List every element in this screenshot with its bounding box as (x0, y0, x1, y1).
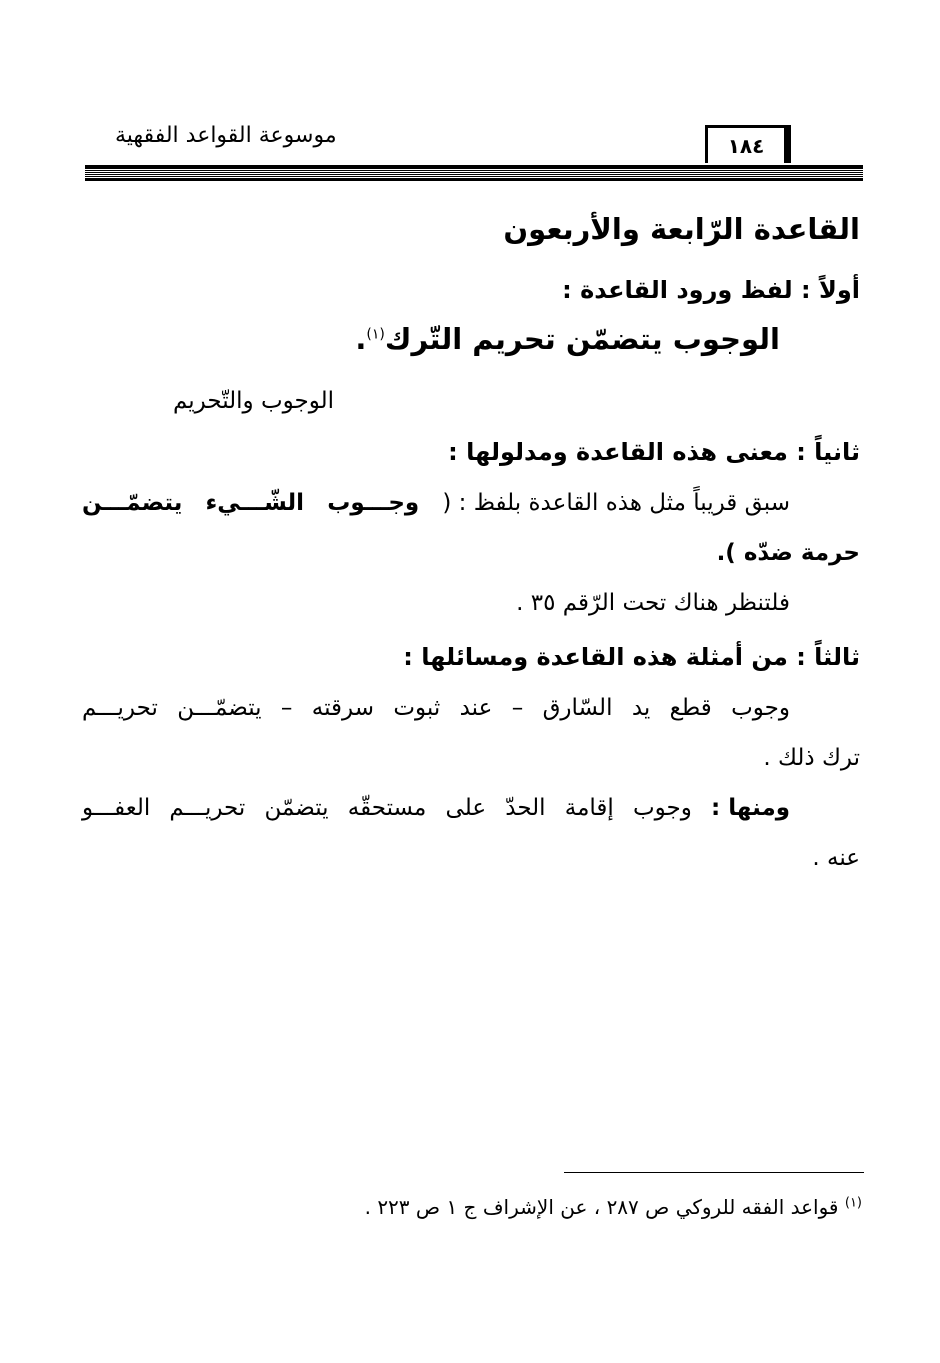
example-1-line-2: ترك ذلك . (763, 745, 860, 771)
bold-word: وجـــوب (327, 490, 420, 516)
example-word: العفـــو (82, 795, 151, 821)
example-word: ثبوت (393, 695, 441, 721)
rule-text: الوجوب يتضمّن تحريم التّرك (384, 322, 780, 356)
example-word: الحدّ (505, 795, 546, 821)
footnote-marker-ref: (١) (844, 1195, 862, 1211)
rule-title: القاعدة الرّابعة والأربعون (503, 212, 860, 246)
example-word: على (445, 795, 487, 821)
cross-reference: فلتنظر هناك تحت الرّقم ٣٥ . (516, 590, 790, 616)
example-word: يتضمّـــن (177, 695, 262, 721)
footnote-rule (564, 1172, 864, 1173)
header-rule (85, 165, 863, 181)
example-word: تحريـــم (82, 695, 158, 721)
example-word: – (511, 695, 524, 721)
example-1-line-1 (82, 695, 790, 721)
section-heading-examples: ثالثاً : من أمثلة هذه القاعدة ومسائلها : (403, 643, 860, 671)
example-word: يتضمّن (264, 795, 329, 821)
meaning-paragraph-line-1 (82, 490, 790, 516)
page-header (85, 115, 863, 185)
example-2-label: ومنها : (711, 795, 790, 821)
rule-text-line (355, 322, 780, 356)
example-word: – (280, 695, 293, 721)
example-word: مستحقّه (347, 795, 427, 821)
bold-word: الشّـــيء (205, 490, 305, 516)
footnote-marker[interactable]: (١) (366, 326, 385, 343)
side-label: الوجوب والتّحريم (172, 388, 334, 414)
example-word: إقامة (564, 795, 614, 821)
page-number: ١٨٤ (705, 125, 791, 163)
example-2-line-2: عنه . (812, 845, 860, 871)
example-word: السّارق (542, 695, 613, 721)
example-2-line-1 (82, 795, 790, 821)
bold-word: يتضمّـــن (82, 490, 183, 516)
example-word: سرقته (311, 695, 374, 721)
footnote (365, 1195, 862, 1219)
example-word: تحريـــم (169, 795, 246, 821)
section-heading-wording: أولاً : لفظ ورود القاعدة : (562, 276, 860, 304)
example-word: وجوب (633, 795, 692, 821)
section-heading-meaning: ثانياً : معنى هذه القاعدة ومدلولها : (448, 438, 860, 466)
meaning-paragraph-line-2: حرمة ضدّه ). (716, 540, 860, 566)
running-title: موسوعة القواعد الفقهية (115, 123, 337, 148)
rule-end-mark: . (355, 322, 367, 356)
example-word: يد (631, 695, 651, 721)
example-word: وجوب (731, 695, 790, 721)
footnote-text: قواعد الفقه للروكي ص ٢٨٧ ، عن الإشراف ج ١ ص ٢٢٣ . (364, 1195, 839, 1219)
example-word: قطع (669, 695, 712, 721)
meaning-paragraph-prefix: سبق قريباً مثل هذه القاعدة بلفظ : ( (442, 490, 790, 516)
example-word: عند (459, 695, 493, 721)
